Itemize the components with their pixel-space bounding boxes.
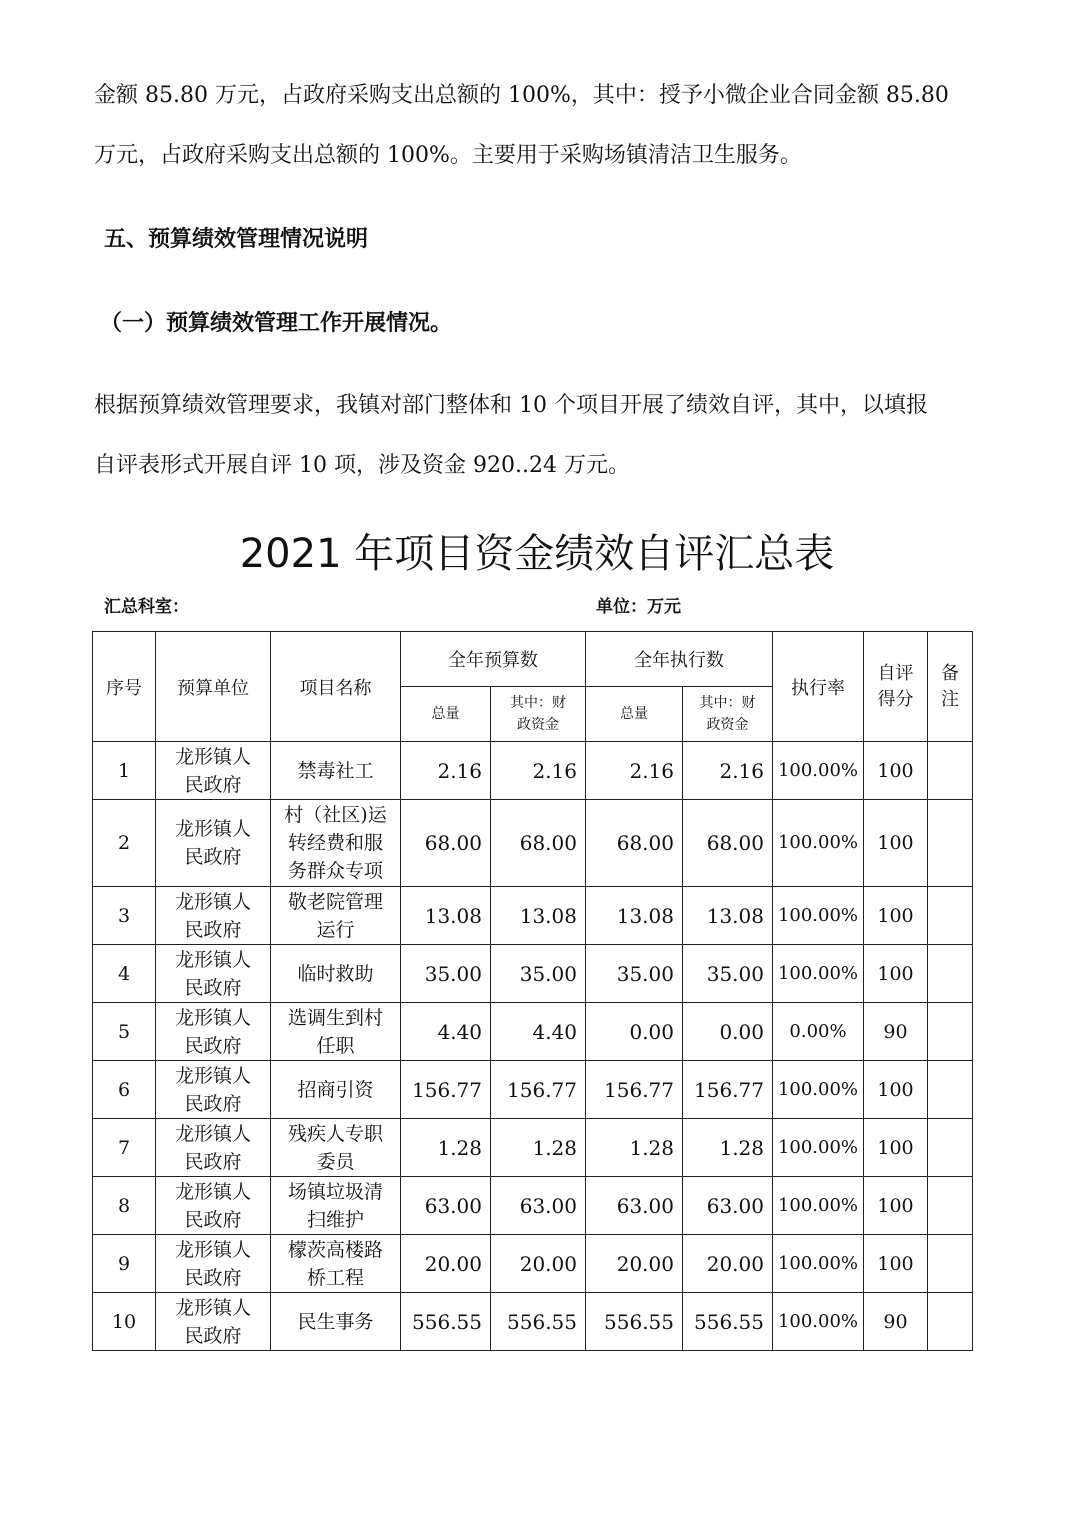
score-cell: 100 <box>864 800 928 887</box>
exec-total-cell: 20.00 <box>586 1235 683 1293</box>
score-cell: 100 <box>864 1061 928 1119</box>
exec-total-cell: 13.08 <box>586 887 683 945</box>
score-cell: 100 <box>864 887 928 945</box>
exec-total-cell: 0.00 <box>586 1003 683 1061</box>
table-row <box>93 1235 973 1293</box>
rate-cell: 100.00% <box>773 800 864 887</box>
budget-total-cell: 20.00 <box>401 1235 491 1293</box>
project-cell: 临时救助 <box>271 945 401 1003</box>
project-cell: 民生事务 <box>271 1293 401 1351</box>
exec-fiscal-cell: 35.00 <box>683 945 773 1003</box>
seq-cell: 4 <box>93 945 156 1003</box>
note-cell <box>928 1235 973 1293</box>
unit-cell: 龙形镇人 民政府 <box>156 1235 271 1293</box>
budget-total-cell: 35.00 <box>401 945 491 1003</box>
budget-fiscal-cell: 63.00 <box>491 1177 586 1235</box>
exec-fiscal-cell: 2.16 <box>683 742 773 800</box>
paragraph-line: 根据预算绩效管理要求，我镇对部门整体和 10 个项目开展了绩效自评，其中，以填报 <box>94 393 928 418</box>
rate-cell: 100.00% <box>773 1061 864 1119</box>
unit-cell: 龙形镇人 民政府 <box>156 887 271 945</box>
exec-total-cell: 63.00 <box>586 1177 683 1235</box>
note-cell <box>928 1177 973 1235</box>
table-row <box>93 1003 973 1061</box>
budget-fiscal-cell: 556.55 <box>491 1293 586 1351</box>
table-row <box>93 1177 973 1235</box>
seq-cell: 10 <box>93 1293 156 1351</box>
note-cell <box>928 800 973 887</box>
project-cell: 选调生到村 任职 <box>271 1003 401 1061</box>
project-cell: 残疾人专职 委员 <box>271 1119 401 1177</box>
budget-total-cell: 4.40 <box>401 1003 491 1061</box>
note-cell <box>928 1119 973 1177</box>
unit-cell: 龙形镇人 民政府 <box>156 1003 271 1061</box>
header-exec: 全年执行数 <box>586 632 773 687</box>
table-row <box>93 1119 973 1177</box>
paragraph-line: 金额 85.80 万元，占政府采购支出总额的 100%，其中：授予小微企业合同金额 85.80 <box>94 83 949 108</box>
seq-cell: 8 <box>93 1177 156 1235</box>
exec-total-cell: 35.00 <box>586 945 683 1003</box>
project-cell: 檬茨高楼路 桥工程 <box>271 1235 401 1293</box>
budget-total-cell: 2.16 <box>401 742 491 800</box>
rate-cell: 100.00% <box>773 1119 864 1177</box>
table-row <box>93 1293 973 1351</box>
dept-label: 汇总科室： <box>104 597 189 617</box>
note-cell <box>928 945 973 1003</box>
exec-fiscal-cell: 1.28 <box>683 1119 773 1177</box>
exec-fiscal-cell: 13.08 <box>683 887 773 945</box>
paragraph-line: 万元，占政府采购支出总额的 100%。主要用于采购场镇清洁卫生服务。 <box>94 143 802 168</box>
budget-fiscal-cell: 1.28 <box>491 1119 586 1177</box>
unit-cell: 龙形镇人 民政府 <box>156 1119 271 1177</box>
header-rate: 执行率 <box>773 632 864 742</box>
header-seq: 序号 <box>93 632 156 742</box>
rate-cell: 100.00% <box>773 742 864 800</box>
header-exec-fiscal: 其中：财 政资金 <box>683 687 773 742</box>
rate-cell: 100.00% <box>773 887 864 945</box>
table-row <box>93 742 973 800</box>
seq-cell: 2 <box>93 800 156 887</box>
budget-total-cell: 68.00 <box>401 800 491 887</box>
budget-total-cell: 1.28 <box>401 1119 491 1177</box>
score-cell: 100 <box>864 945 928 1003</box>
budget-fiscal-cell: 35.00 <box>491 945 586 1003</box>
header-budget: 全年预算数 <box>401 632 586 687</box>
exec-fiscal-cell: 0.00 <box>683 1003 773 1061</box>
paragraph-line: 自评表形式开展自评 10 项，涉及资金 920..24 万元。 <box>94 453 630 478</box>
exec-total-cell: 1.28 <box>586 1119 683 1177</box>
score-cell: 100 <box>864 1119 928 1177</box>
project-cell: 招商引资 <box>271 1061 401 1119</box>
table-body <box>93 742 973 1351</box>
note-cell <box>928 1061 973 1119</box>
table-row <box>93 887 973 945</box>
budget-total-cell: 13.08 <box>401 887 491 945</box>
header-exec-total: 总量 <box>586 687 683 742</box>
note-cell <box>928 887 973 945</box>
project-cell: 场镇垃圾清 扫维护 <box>271 1177 401 1235</box>
budget-fiscal-cell: 4.40 <box>491 1003 586 1061</box>
exec-fiscal-cell: 63.00 <box>683 1177 773 1235</box>
unit-label: 单位：万元 <box>596 597 681 617</box>
exec-total-cell: 156.77 <box>586 1061 683 1119</box>
header-unit: 预算单位 <box>156 632 271 742</box>
unit-cell: 龙形镇人 民政府 <box>156 1177 271 1235</box>
table-row <box>93 800 973 887</box>
header-score: 自评 得分 <box>864 632 928 742</box>
budget-fiscal-cell: 156.77 <box>491 1061 586 1119</box>
exec-fiscal-cell: 20.00 <box>683 1235 773 1293</box>
project-cell: 村（社区)运 转经费和服 务群众专项 <box>271 800 401 887</box>
project-cell: 敬老院管理 运行 <box>271 887 401 945</box>
rate-cell: 100.00% <box>773 1293 864 1351</box>
header-note: 备 注 <box>928 632 973 742</box>
table-title: 2021 年项目资金绩效自评汇总表 <box>239 531 835 577</box>
seq-cell: 1 <box>93 742 156 800</box>
note-cell <box>928 1003 973 1061</box>
unit-cell: 龙形镇人 民政府 <box>156 800 271 887</box>
exec-total-cell: 68.00 <box>586 800 683 887</box>
header-budget-fiscal: 其中：财 政资金 <box>491 687 586 742</box>
unit-cell: 龙形镇人 民政府 <box>156 742 271 800</box>
seq-cell: 3 <box>93 887 156 945</box>
project-cell: 禁毒社工 <box>271 742 401 800</box>
rate-cell: 0.00% <box>773 1003 864 1061</box>
sub-heading: （一）预算绩效管理工作开展情况。 <box>100 311 453 336</box>
note-cell <box>928 742 973 800</box>
budget-total-cell: 556.55 <box>401 1293 491 1351</box>
table-row <box>93 945 973 1003</box>
rate-cell: 100.00% <box>773 1177 864 1235</box>
budget-total-cell: 156.77 <box>401 1061 491 1119</box>
section-heading: 五、预算绩效管理情况说明 <box>104 227 369 252</box>
exec-fiscal-cell: 556.55 <box>683 1293 773 1351</box>
score-cell: 90 <box>864 1003 928 1061</box>
exec-fiscal-cell: 68.00 <box>683 800 773 887</box>
exec-total-cell: 556.55 <box>586 1293 683 1351</box>
summary-table <box>92 631 973 1351</box>
seq-cell: 5 <box>93 1003 156 1061</box>
seq-cell: 9 <box>93 1235 156 1293</box>
score-cell: 100 <box>864 742 928 800</box>
budget-total-cell: 63.00 <box>401 1177 491 1235</box>
rate-cell: 100.00% <box>773 945 864 1003</box>
budget-fiscal-cell: 2.16 <box>491 742 586 800</box>
score-cell: 100 <box>864 1235 928 1293</box>
exec-fiscal-cell: 156.77 <box>683 1061 773 1119</box>
unit-cell: 龙形镇人 民政府 <box>156 1293 271 1351</box>
seq-cell: 7 <box>93 1119 156 1177</box>
exec-total-cell: 2.16 <box>586 742 683 800</box>
rate-cell: 100.00% <box>773 1235 864 1293</box>
budget-fiscal-cell: 13.08 <box>491 887 586 945</box>
unit-cell: 龙形镇人 民政府 <box>156 945 271 1003</box>
header-budget-total: 总量 <box>401 687 491 742</box>
budget-fiscal-cell: 20.00 <box>491 1235 586 1293</box>
seq-cell: 6 <box>93 1061 156 1119</box>
budget-fiscal-cell: 68.00 <box>491 800 586 887</box>
score-cell: 100 <box>864 1177 928 1235</box>
header-project: 项目名称 <box>271 632 401 742</box>
unit-cell: 龙形镇人 民政府 <box>156 1061 271 1119</box>
score-cell: 90 <box>864 1293 928 1351</box>
note-cell <box>928 1293 973 1351</box>
table-row <box>93 1061 973 1119</box>
